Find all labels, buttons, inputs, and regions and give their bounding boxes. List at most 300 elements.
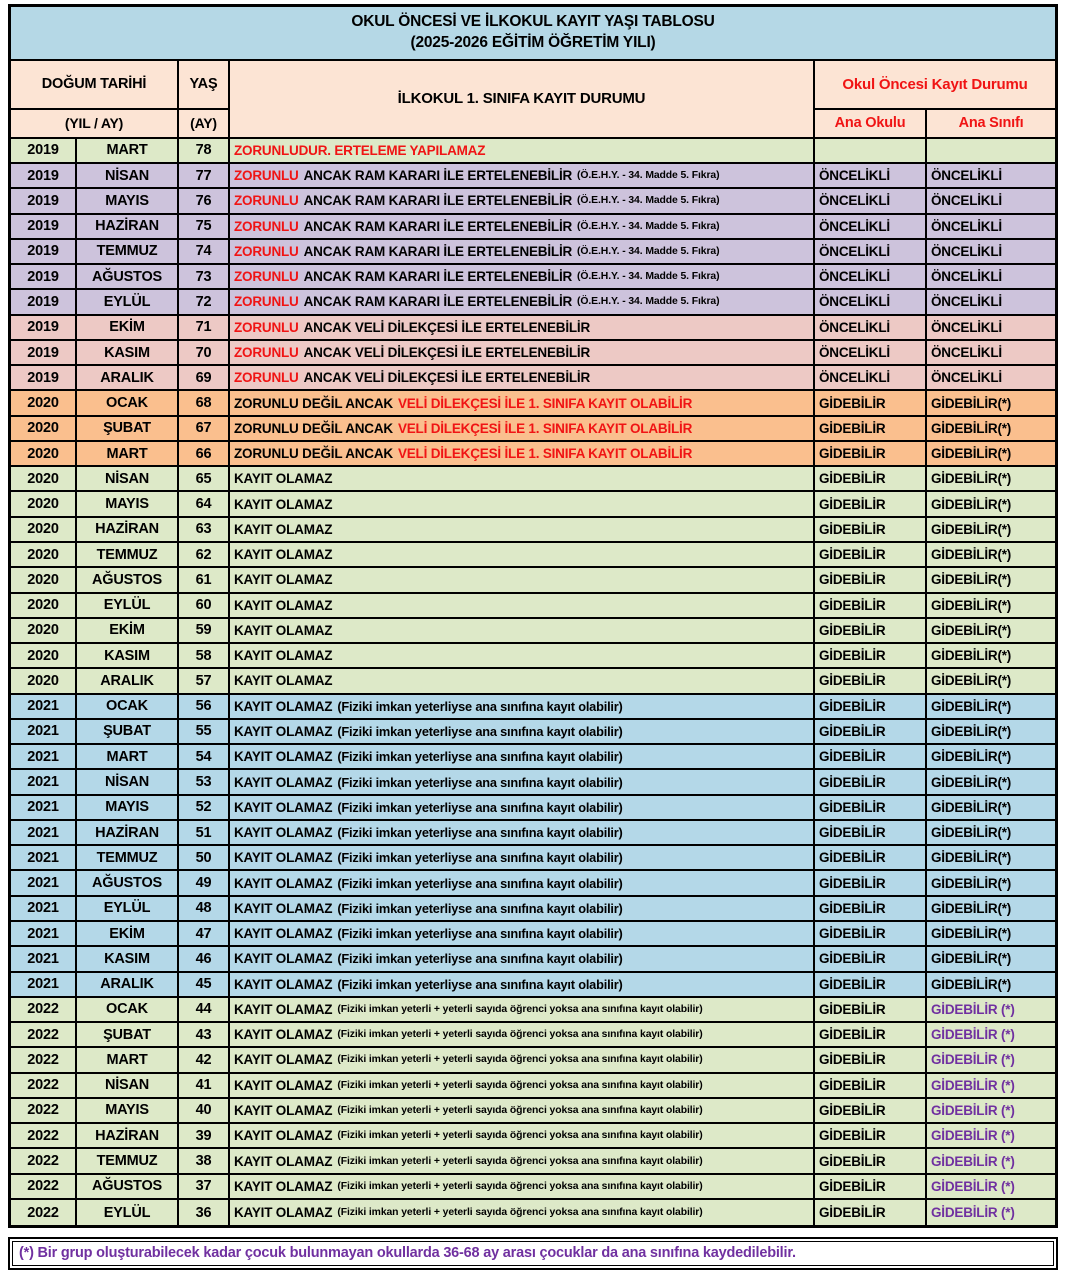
year-cell: 2019 [11,316,77,339]
table-row [11,745,1055,770]
status-segment: (Fiziki imkan yeterli + yeterli sayıda öğrenci yoksa ana sınıfına kayıt olabilir) [337,1079,703,1091]
primary-status-cell [230,290,815,313]
age-cell: 75 [179,215,230,238]
age-cell: 38 [179,1149,230,1172]
status-segment: ANCAK RAM KARARI İLE ERTELENEBİLİR [303,269,573,285]
age-cell: 42 [179,1048,230,1071]
month-cell: MART [77,139,179,162]
status-segment: KAYIT OLAMAZ [234,1027,333,1043]
ana-okulu-cell: ÖNCELİKLİ [815,316,927,339]
age-cell: 45 [179,973,230,996]
year-cell: 2021 [11,846,77,869]
primary-status-cell [230,644,815,667]
status-segment: (Fiziki imkan yeterli + yeterli sayıda öğrenci yoksa ana sınıfına kayıt olabilir) [337,1207,703,1219]
status-segment: KAYIT OLAMAZ [234,1178,333,1194]
status-segment: ANCAK RAM KARARI İLE ERTELENEBİLİR [303,243,573,259]
status-segment: KAYIT OLAMAZ [234,976,333,992]
header-age-sub: (AY) [179,110,230,137]
primary-status-cell [230,998,815,1021]
age-cell: 57 [179,669,230,692]
age-cell: 40 [179,1099,230,1122]
status-segment: KAYIT OLAMAZ [234,496,333,512]
status-segment: ZORUNLU [234,319,299,335]
month-cell: MART [77,442,179,465]
ana-okulu-cell: GİDEBİLİR [815,770,927,793]
status-segment: KAYIT OLAMAZ [234,723,333,739]
month-cell: OCAK [77,695,179,718]
age-cell: 74 [179,240,230,263]
year-cell: 2022 [11,1200,77,1225]
status-segment: (Fiziki imkan yeterliyse ana sınıfına kayıt olabilir) [337,875,623,891]
status-segment: (Fiziki imkan yeterli + yeterli sayıda öğrenci yoksa ana sınıfına kayıt olabilir) [337,1054,703,1066]
status-segment: KAYIT OLAMAZ [234,951,333,967]
primary-status-cell [230,1074,815,1097]
ana-sinifi-cell: GİDEBİLİR(*) [931,420,1012,436]
ana-sinifi-cell: GİDEBİLİR (*) [931,1027,1015,1043]
table-title-line2: (2025-2026 EĞİTİM ÖĞRETİM YILI) [410,34,656,52]
month-cell: HAZİRAN [77,518,179,541]
age-cell: 46 [179,947,230,970]
primary-status-cell [230,669,815,692]
status-segment: (Fiziki imkan yeterliyse ana sınıfına kayıt olabilir) [337,825,623,841]
ana-okulu-cell: GİDEBİLİR [815,644,927,667]
age-cell: 52 [179,796,230,819]
month-cell: MAYIS [77,492,179,515]
month-cell: AĞUSTOS [77,871,179,894]
table-row [11,973,1055,998]
status-segment: (Ö.E.H.Y. - 34. Madde 5. Fıkra) [577,296,720,308]
ana-sinifi-cell: GİDEBİLİR(*) [931,698,1012,714]
year-cell: 2021 [11,973,77,996]
ana-okulu-cell: GİDEBİLİR [815,695,927,718]
year-cell: 2022 [11,1048,77,1071]
table-row [11,594,1055,619]
ana-sinifi-cell: GİDEBİLİR(*) [931,749,1012,765]
month-cell: MAYIS [77,1099,179,1122]
table-row [11,1124,1055,1149]
age-cell: 47 [179,922,230,945]
status-segment: VELİ DİLEKÇESİ İLE 1. SINIFA KAYIT OLABİLİR [397,446,693,462]
month-cell: HAZİRAN [77,215,179,238]
status-segment: ANCAK VELİ DİLEKÇESİ İLE ERTELENEBİLİR [303,370,591,386]
status-segment: ZORUNLU [234,193,299,209]
primary-status-cell [230,442,815,465]
year-cell: 2021 [11,796,77,819]
ana-sinifi-cell: GİDEBİLİR(*) [931,597,1012,613]
table-row [11,1023,1055,1048]
age-cell: 41 [179,1074,230,1097]
status-segment: KAYIT OLAMAZ [234,1077,333,1093]
status-segment: KAYIT OLAMAZ [234,774,333,790]
age-cell: 65 [179,467,230,490]
ana-okulu-cell: GİDEBİLİR [815,947,927,970]
age-cell: 73 [179,265,230,288]
ana-sinifi-cell: GİDEBİLİR(*) [931,850,1012,866]
ana-sinifi-cell: GİDEBİLİR (*) [931,1102,1015,1118]
year-cell: 2019 [11,265,77,288]
status-segment: KAYIT OLAMAZ [234,926,333,942]
age-cell: 61 [179,568,230,591]
status-segment: (Fiziki imkan yeterliyse ana sınıfına kayıt olabilir) [337,774,623,790]
table-row [11,821,1055,846]
table-row [11,316,1055,341]
ana-sinifi-cell: GİDEBİLİR(*) [931,648,1012,664]
status-segment: ZORUNLU [234,269,299,285]
age-cell: 68 [179,391,230,414]
primary-status-cell [230,897,815,920]
month-cell: TEMMUZ [77,1149,179,1172]
primary-status-cell [230,1099,815,1122]
primary-status-cell [230,366,815,389]
primary-status-cell [230,568,815,591]
year-cell: 2019 [11,215,77,238]
month-cell: NİSAN [77,467,179,490]
ana-okulu-cell: GİDEBİLİR [815,1200,927,1225]
ana-sinifi-cell: GİDEBİLİR(*) [931,900,1012,916]
header-birth-date-sub: (YIL / AY) [11,110,179,137]
status-segment: ZORUNLU DEĞİL ANCAK [234,446,393,462]
status-segment: (Fiziki imkan yeterliyse ana sınıfına kayıt olabilir) [337,723,623,739]
primary-status-cell [230,391,815,414]
month-cell: NİSAN [77,770,179,793]
ana-okulu-cell: GİDEBİLİR [815,897,927,920]
age-cell: 50 [179,846,230,869]
footnote-box [8,1237,1058,1270]
age-cell: 49 [179,871,230,894]
primary-status-cell [230,1149,815,1172]
header-age: YAŞ [179,61,230,110]
status-segment: (Fiziki imkan yeterliyse ana sınıfına kayıt olabilir) [337,900,623,916]
ana-sinifi-cell: GİDEBİLİR(*) [931,496,1012,512]
status-segment: (Fiziki imkan yeterliyse ana sınıfına kayıt olabilir) [337,749,623,765]
status-segment: ZORUNLU [234,294,299,310]
ana-sinifi-cell: ÖNCELİKLİ [931,193,1002,209]
table-row [11,922,1055,947]
year-cell: 2020 [11,619,77,642]
primary-status-cell [230,619,815,642]
month-cell: ARALIK [77,973,179,996]
status-segment: ZORUNLU [234,243,299,259]
primary-status-cell [230,796,815,819]
ana-okulu-cell: GİDEBİLİR [815,1149,927,1172]
ana-sinifi-cell: ÖNCELİKLİ [931,294,1002,310]
ana-sinifi-cell: GİDEBİLİR(*) [931,951,1012,967]
month-cell: EYLÜL [77,594,179,617]
table-row [11,139,1055,164]
year-cell: 2021 [11,922,77,945]
ana-sinifi-cell: GİDEBİLİR(*) [931,471,1012,487]
table-row [11,1074,1055,1099]
age-cell: 67 [179,417,230,440]
status-segment: ANCAK VELİ DİLEKÇESİ İLE ERTELENEBİLİR [303,345,591,360]
ana-okulu-cell: ÖNCELİKLİ [815,215,927,238]
ana-sinifi-cell [927,139,1055,162]
table-row [11,215,1055,240]
status-segment: KAYIT OLAMAZ [234,1102,333,1118]
ana-okulu-cell: GİDEBİLİR [815,1175,927,1198]
status-segment: ANCAK RAM KARARI İLE ERTELENEBİLİR [303,294,573,310]
table-row [11,164,1055,189]
primary-status-cell [230,492,815,515]
ana-sinifi-cell: GİDEBİLİR (*) [931,1178,1015,1194]
age-cell: 78 [179,139,230,162]
status-segment: KAYIT OLAMAZ [234,547,333,563]
ana-sinifi-cell: GİDEBİLİR (*) [931,1205,1015,1221]
status-segment: (Fiziki imkan yeterli + yeterli sayıda öğrenci yoksa ana sınıfına kayıt olabilir) [337,1003,703,1015]
status-segment: KAYIT OLAMAZ [234,471,333,487]
year-cell: 2021 [11,897,77,920]
age-cell: 48 [179,897,230,920]
ana-sinifi-cell: GİDEBİLİR(*) [931,622,1012,638]
month-cell: HAZİRAN [77,1124,179,1147]
year-cell: 2020 [11,518,77,541]
status-segment: KAYIT OLAMAZ [234,597,333,613]
ana-sinifi-cell: ÖNCELİKLİ [931,370,1002,386]
month-cell: AĞUSTOS [77,265,179,288]
month-cell: TEMMUZ [77,240,179,263]
primary-status-cell [230,594,815,617]
primary-status-cell [230,973,815,996]
ana-okulu-cell: GİDEBİLİR [815,518,927,541]
ana-okulu-cell: GİDEBİLİR [815,568,927,591]
status-segment: KAYIT OLAMAZ [234,572,333,588]
primary-status-cell [230,1023,815,1046]
status-segment: KAYIT OLAMAZ [234,749,333,765]
year-cell: 2022 [11,998,77,1021]
primary-status-cell [230,265,815,288]
age-cell: 43 [179,1023,230,1046]
year-cell: 2020 [11,391,77,414]
ana-okulu-cell: GİDEBİLİR [815,846,927,869]
status-segment: ZORUNLU [234,345,299,360]
month-cell: AĞUSTOS [77,568,179,591]
month-cell: MAYIS [77,796,179,819]
ana-okulu-cell: GİDEBİLİR [815,821,927,844]
ana-okulu-cell [815,139,927,162]
age-cell: 69 [179,366,230,389]
year-cell: 2020 [11,417,77,440]
age-cell: 53 [179,770,230,793]
age-cell: 77 [179,164,230,187]
age-cell: 76 [179,189,230,212]
status-segment: KAYIT OLAMAZ [234,698,333,714]
ana-sinifi-cell: ÖNCELİKLİ [931,345,1002,360]
year-cell: 2022 [11,1074,77,1097]
status-segment: (Fiziki imkan yeterli + yeterli sayıda öğrenci yoksa ana sınıfına kayıt olabilir) [337,1130,703,1142]
table-row [11,669,1055,694]
year-cell: 2019 [11,139,77,162]
table-row [11,770,1055,795]
status-segment: KAYIT OLAMAZ [234,1128,333,1144]
status-segment: KAYIT OLAMAZ [234,1001,333,1017]
primary-status-cell [230,164,815,187]
ana-okulu-cell: GİDEBİLİR [815,745,927,768]
status-segment: (Fiziki imkan yeterliyse ana sınıfına kayıt olabilir) [337,976,623,992]
ana-sinifi-cell: ÖNCELİKLİ [931,269,1002,285]
age-cell: 56 [179,695,230,718]
table-row [11,1200,1055,1225]
status-segment: (Ö.E.H.Y. - 34. Madde 5. Fıkra) [577,245,720,257]
header-primary-status: İLKOKUL 1. SINIFA KAYIT DURUMU [230,61,815,137]
table-row [11,695,1055,720]
ana-sinifi-cell: GİDEBİLİR (*) [931,1128,1015,1144]
ana-sinifi-cell: GİDEBİLİR(*) [931,799,1012,815]
status-segment: ZORUNLU DEĞİL ANCAK [234,420,393,436]
year-cell: 2020 [11,467,77,490]
status-segment: ZORUNLU DEĞİL ANCAK [234,395,393,411]
table-row [11,240,1055,265]
ana-okulu-cell: GİDEBİLİR [815,467,927,490]
ana-okulu-cell: GİDEBİLİR [815,1124,927,1147]
status-segment: KAYIT OLAMAZ [234,1205,333,1221]
status-segment: KAYIT OLAMAZ [234,875,333,891]
header-birth-date: DOĞUM TARİHİ [11,61,179,110]
primary-status-cell [230,1124,815,1147]
enrollment-age-table [8,4,1058,1228]
year-cell: 2019 [11,290,77,313]
ana-sinifi-cell: GİDEBİLİR(*) [931,976,1012,992]
status-segment: ZORUNLU [234,218,299,234]
ana-sinifi-cell: GİDEBİLİR(*) [931,926,1012,942]
status-segment: ANCAK RAM KARARI İLE ERTELENEBİLİR [303,193,573,209]
ana-sinifi-cell: GİDEBİLİR (*) [931,1052,1015,1068]
primary-status-cell [230,770,815,793]
ana-sinifi-cell: ÖNCELİKLİ [931,243,1002,259]
table-row [11,1099,1055,1124]
year-cell: 2022 [11,1023,77,1046]
ana-okulu-cell: GİDEBİLİR [815,417,927,440]
status-segment: KAYIT OLAMAZ [234,850,333,866]
table-row [11,619,1055,644]
primary-status-cell [230,215,815,238]
primary-status-cell [230,467,815,490]
status-segment: KAYIT OLAMAZ [234,622,333,638]
year-cell: 2021 [11,745,77,768]
month-cell: MART [77,745,179,768]
age-cell: 58 [179,644,230,667]
table-row [11,543,1055,568]
status-segment: ZORUNLU [234,370,299,386]
month-cell: KASIM [77,644,179,667]
ana-okulu-cell: GİDEBİLİR [815,492,927,515]
status-segment: (Fiziki imkan yeterliyse ana sınıfına kayıt olabilir) [337,926,623,942]
ana-okulu-cell: GİDEBİLİR [815,998,927,1021]
year-cell: 2020 [11,594,77,617]
year-cell: 2021 [11,821,77,844]
status-segment: ZORUNLUDUR. ERTELEME YAPILAMAZ [234,142,486,158]
table-row [11,1048,1055,1073]
status-segment: ANCAK VELİ DİLEKÇESİ İLE ERTELENEBİLİR [303,319,591,335]
year-cell: 2019 [11,366,77,389]
ana-okulu-cell: ÖNCELİKLİ [815,189,927,212]
ana-sinifi-cell: GİDEBİLİR(*) [931,395,1012,411]
year-cell: 2022 [11,1175,77,1198]
ana-sinifi-cell: GİDEBİLİR(*) [931,723,1012,739]
year-cell: 2019 [11,240,77,263]
table-row [11,467,1055,492]
year-cell: 2020 [11,492,77,515]
ana-sinifi-cell: GİDEBİLİR(*) [931,521,1012,537]
month-cell: HAZİRAN [77,821,179,844]
status-segment: (Ö.E.H.Y. - 34. Madde 5. Fıkra) [577,271,720,283]
table-title-bar [11,7,1055,61]
ana-okulu-cell: GİDEBİLİR [815,442,927,465]
table-row [11,947,1055,972]
month-cell: EKİM [77,922,179,945]
month-cell: OCAK [77,391,179,414]
ana-okulu-cell: ÖNCELİKLİ [815,341,927,364]
ana-sinifi-cell: ÖNCELİKLİ [931,319,1002,335]
primary-status-cell [230,1200,815,1225]
month-cell: ARALIK [77,669,179,692]
status-segment: (Ö.E.H.Y. - 34. Madde 5. Fıkra) [577,195,720,207]
month-cell: ŞUBAT [77,1023,179,1046]
status-segment: (Fiziki imkan yeterli + yeterli sayıda öğrenci yoksa ana sınıfına kayıt olabilir) [337,1104,703,1116]
primary-status-cell [230,695,815,718]
month-cell: ŞUBAT [77,417,179,440]
table-row [11,492,1055,517]
table-row [11,442,1055,467]
year-cell: 2020 [11,669,77,692]
table-row [11,644,1055,669]
primary-status-cell [230,518,815,541]
status-segment: KAYIT OLAMAZ [234,648,333,664]
year-cell: 2021 [11,770,77,793]
table-row [11,871,1055,896]
year-cell: 2021 [11,695,77,718]
ana-okulu-cell: GİDEBİLİR [815,619,927,642]
age-cell: 70 [179,341,230,364]
ana-okulu-cell: ÖNCELİKLİ [815,164,927,187]
age-cell: 60 [179,594,230,617]
primary-status-cell [230,139,815,162]
month-cell: EYLÜL [77,290,179,313]
table-row [11,1175,1055,1200]
ana-sinifi-cell: GİDEBİLİR(*) [931,673,1012,689]
table-row [11,846,1055,871]
status-segment: KAYIT OLAMAZ [234,673,333,689]
primary-status-cell [230,720,815,743]
ana-sinifi-cell: GİDEBİLİR(*) [931,547,1012,563]
year-cell: 2022 [11,1124,77,1147]
ana-okulu-cell: GİDEBİLİR [815,796,927,819]
age-cell: 72 [179,290,230,313]
primary-status-cell [230,543,815,566]
status-segment: (Ö.E.H.Y. - 34. Madde 5. Fıkra) [577,220,720,232]
year-cell: 2021 [11,947,77,970]
status-segment: VELİ DİLEKÇESİ İLE 1. SINIFA KAYIT OLABİLİR [397,420,693,436]
ana-okulu-cell: GİDEBİLİR [815,720,927,743]
age-cell: 64 [179,492,230,515]
ana-okulu-cell: ÖNCELİKLİ [815,366,927,389]
ana-okulu-cell: GİDEBİLİR [815,1099,927,1122]
month-cell: TEMMUZ [77,543,179,566]
status-segment: KAYIT OLAMAZ [234,799,333,815]
ana-okulu-cell: ÖNCELİKLİ [815,265,927,288]
ana-sinifi-cell: GİDEBİLİR(*) [931,572,1012,588]
table-row [11,720,1055,745]
ana-okulu-cell: GİDEBİLİR [815,669,927,692]
age-cell: 54 [179,745,230,768]
status-segment: (Fiziki imkan yeterliyse ana sınıfına kayıt olabilir) [337,850,623,866]
month-cell: EKİM [77,316,179,339]
ana-sinifi-cell: ÖNCELİKLİ [931,168,1002,184]
month-cell: TEMMUZ [77,846,179,869]
table-row [11,189,1055,214]
year-cell: 2019 [11,164,77,187]
status-segment: (Fiziki imkan yeterli + yeterli sayıda öğrenci yoksa ana sınıfına kayıt olabilir) [337,1029,703,1041]
month-cell: KASIM [77,947,179,970]
